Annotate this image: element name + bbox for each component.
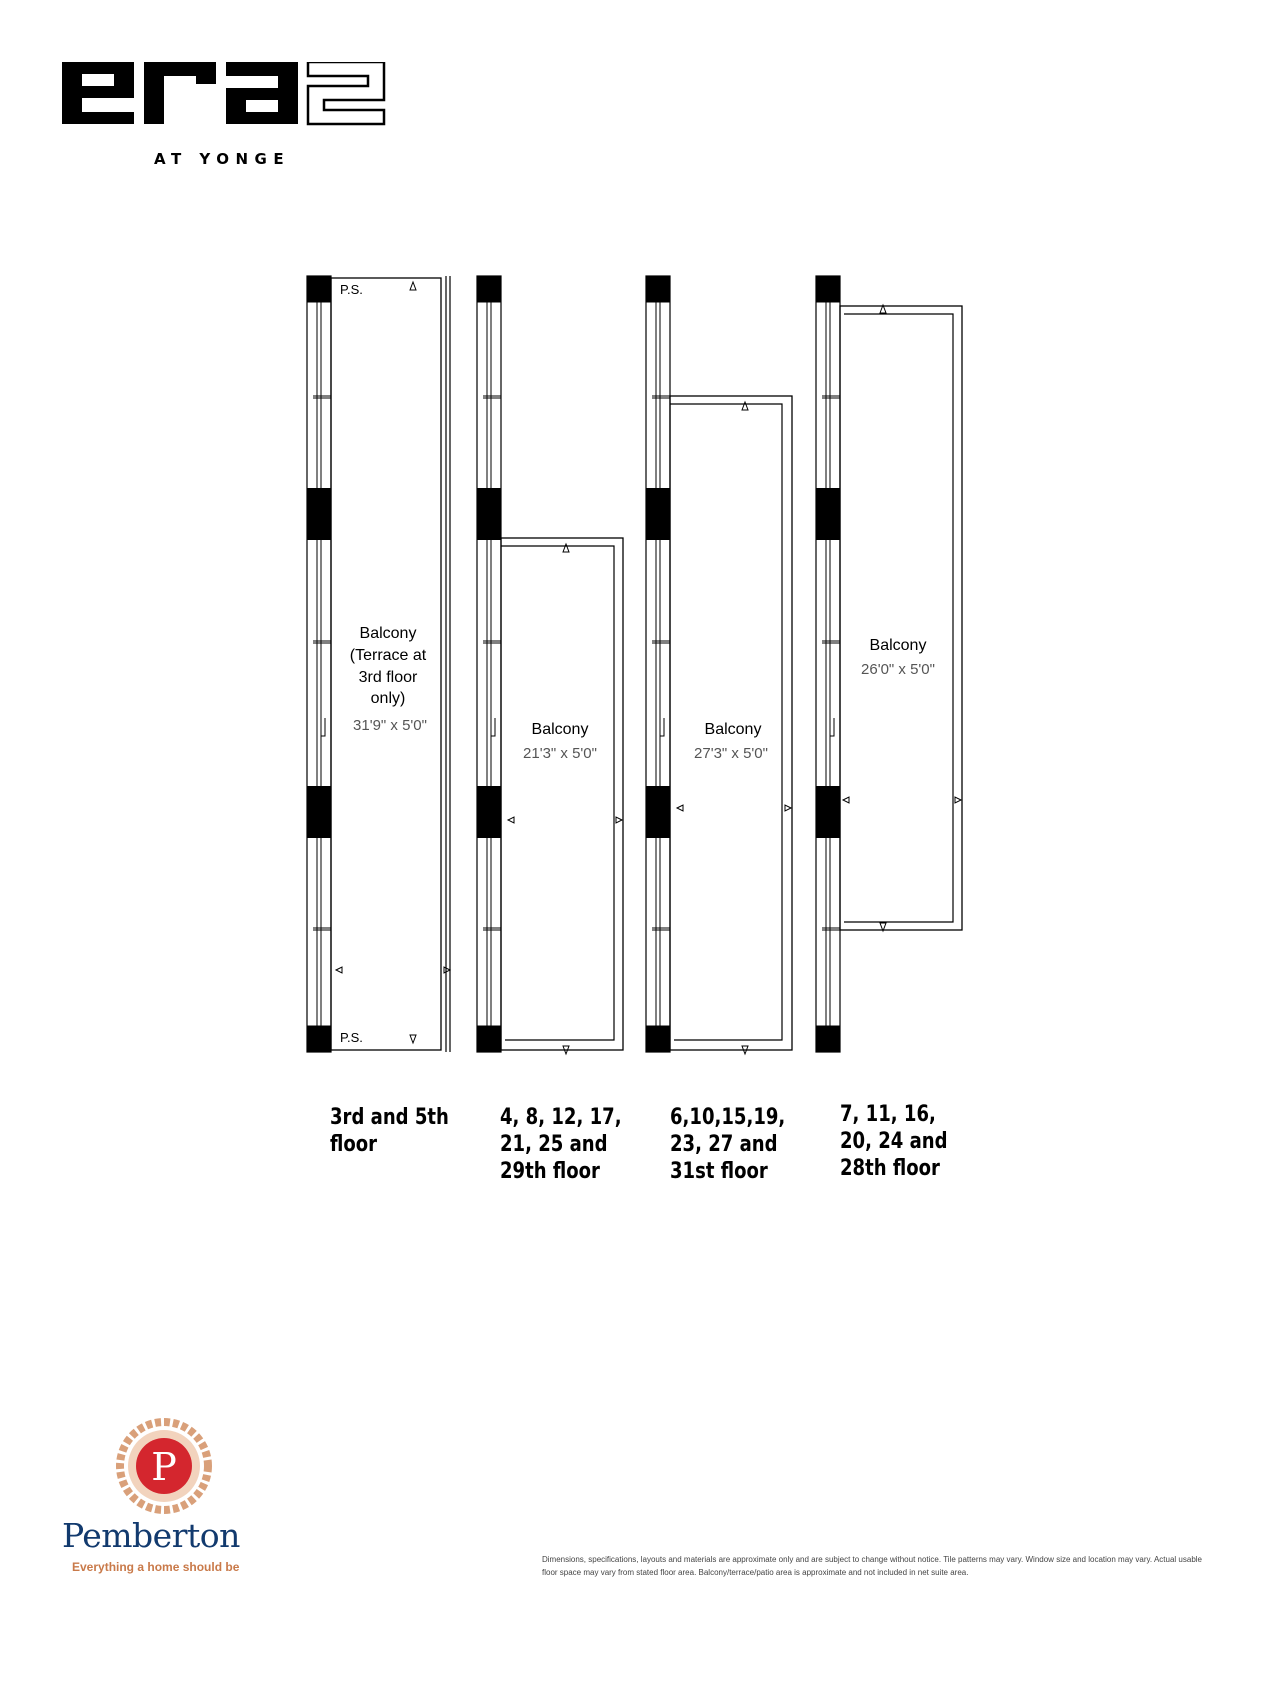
- floor-caption: 4, 8, 12, 17, 21, 25 and 29th floor: [500, 1105, 622, 1184]
- developer-name: Pemberton: [62, 1516, 240, 1555]
- plan-1: [307, 276, 450, 1052]
- plan-dimension: 21'3" x 5'0": [523, 745, 597, 762]
- logo-letter: P: [151, 1445, 177, 1489]
- plan-title-line: only): [370, 690, 406, 707]
- floor-caption: 3rd and 5th floor: [330, 1105, 449, 1157]
- developer-tagline: Everything a home should be: [72, 1560, 240, 1574]
- plan-title: Balcony: [704, 721, 762, 738]
- plan-title-line: (Terrace at: [349, 647, 427, 664]
- plan-4: [816, 276, 962, 1052]
- developer-logo: [62, 1418, 242, 1574]
- ps-label-top: P.S.: [340, 282, 363, 297]
- plan-title: Balcony: [869, 637, 927, 654]
- plan-title-line: 3rd floor: [358, 669, 418, 686]
- pemberton-crest-icon: [104, 1418, 224, 1518]
- floor-caption: 6,10,15,19, 23, 27 and 31st floor: [670, 1105, 786, 1184]
- brand-logo: [62, 62, 392, 172]
- disclaimer-text: Dimensions, specifications, layouts and materials are approximate only and are subject to change without notice. Tile patterns may vary. Window size and location may vary. Actual usable floor space may vary from stated floor area. Balcony/terrace/patio area is approximate and not included in net suite area.: [542, 1555, 1202, 1577]
- plan-dimension: 27'3" x 5'0": [694, 745, 768, 762]
- floor-caption: 7, 11, 16, 20, 24 and 28th floor: [840, 1102, 948, 1181]
- era2-wordmark: [62, 62, 392, 132]
- brand-subtitle: AT YONGE: [154, 150, 291, 168]
- plan-title-line: Balcony: [359, 625, 417, 642]
- plan-3: [646, 276, 792, 1054]
- plan-2: [477, 276, 623, 1054]
- plan-dimension: 31'9" x 5'0": [353, 717, 427, 734]
- plan-dimension: 26'0" x 5'0": [861, 661, 935, 678]
- ps-label-bottom: P.S.: [340, 1030, 363, 1045]
- plan-title: Balcony: [531, 721, 589, 738]
